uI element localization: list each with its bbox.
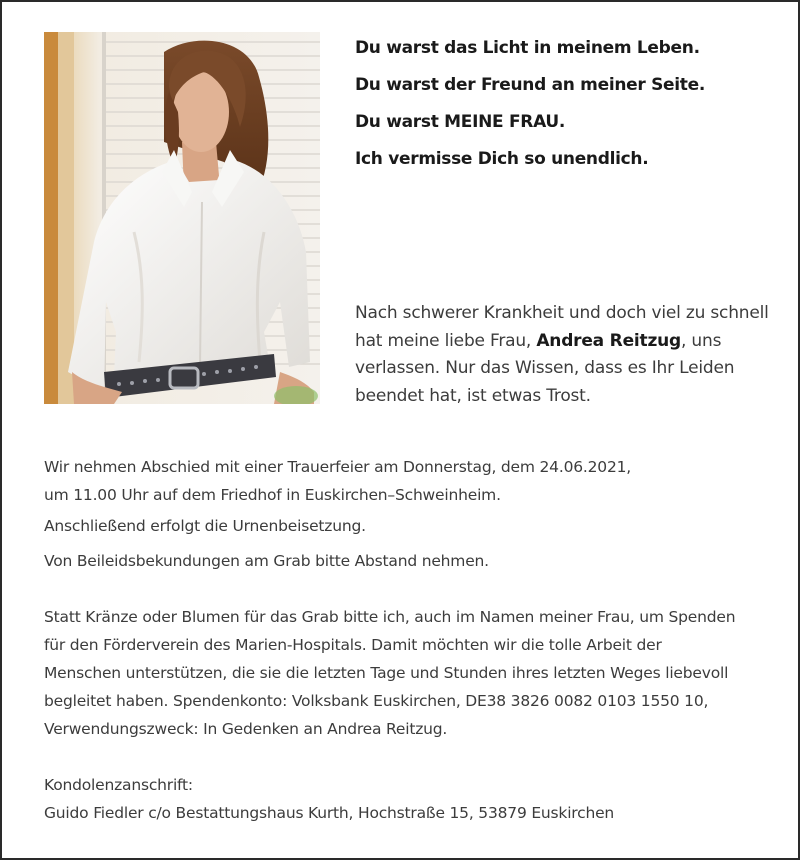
donation-line: Menschen unterstützen, die sie die letzten Tage und Stunden ihres letzten Weges liebevoll: [44, 664, 729, 682]
portrait-photo: [44, 32, 320, 404]
urn-note: Anschließend erfolgt die Urnenbeisetzung.: [44, 517, 366, 535]
donation-line: für den Förderverein des Marien-Hospitals. Damit möchten wir die tolle Arbeit der: [44, 636, 662, 654]
intro-paragraph: [355, 300, 775, 410]
donation-line: Verwendungszweck: In Gedenken an Andrea Reitzug.: [44, 720, 448, 738]
verse-line: Du warst das Licht in meinem Leben.: [355, 38, 700, 58]
donation-paragraph: [44, 603, 774, 743]
verse-line: Du warst der Freund an meiner Seite.: [355, 75, 706, 95]
grave-note: Von Beileidsbekundungen am Grab bitte Abstand nehmen.: [44, 552, 489, 570]
intro-text-after-name: , uns verlassen. Nur das Wissen, dass es Ihr Leiden beendet hat, ist etwas Trost.: [355, 330, 735, 406]
deceased-name: Andrea Reitzug: [536, 330, 682, 351]
donation-line: Statt Kränze oder Blumen für das Grab bitte ich, auch im Namen meiner Frau, um Spenden: [44, 608, 736, 626]
condolence-address: Guido Fiedler c/o Bestattungshaus Kurth, Hochstraße 15, 53879 Euskirchen: [44, 804, 615, 822]
ceremony-paragraph: [44, 453, 774, 509]
ceremony-line: Wir nehmen Abschied mit einer Trauerfeier am Donnerstag, dem 24.06.2021,: [44, 458, 631, 476]
verse-block: [355, 34, 775, 182]
condolence-label: Kondolenzanschrift:: [44, 776, 193, 794]
verse-line: Du warst MEINE FRAU.: [355, 112, 566, 132]
ceremony-line: um 11.00 Uhr auf dem Friedhof in Euskirchen–Schweinheim.: [44, 486, 501, 504]
intro-text-before-name: Nach schwerer Krankheit und doch viel zu schnell hat meine liebe Frau,: [355, 303, 769, 351]
condolence-block: [44, 771, 774, 827]
verse-line: Ich vermisse Dich so unendlich.: [355, 149, 649, 169]
donation-line: begleitet haben. Spendenkonto: Volksbank Euskirchen, DE38 3826 0082 0103 1550 10,: [44, 692, 709, 710]
